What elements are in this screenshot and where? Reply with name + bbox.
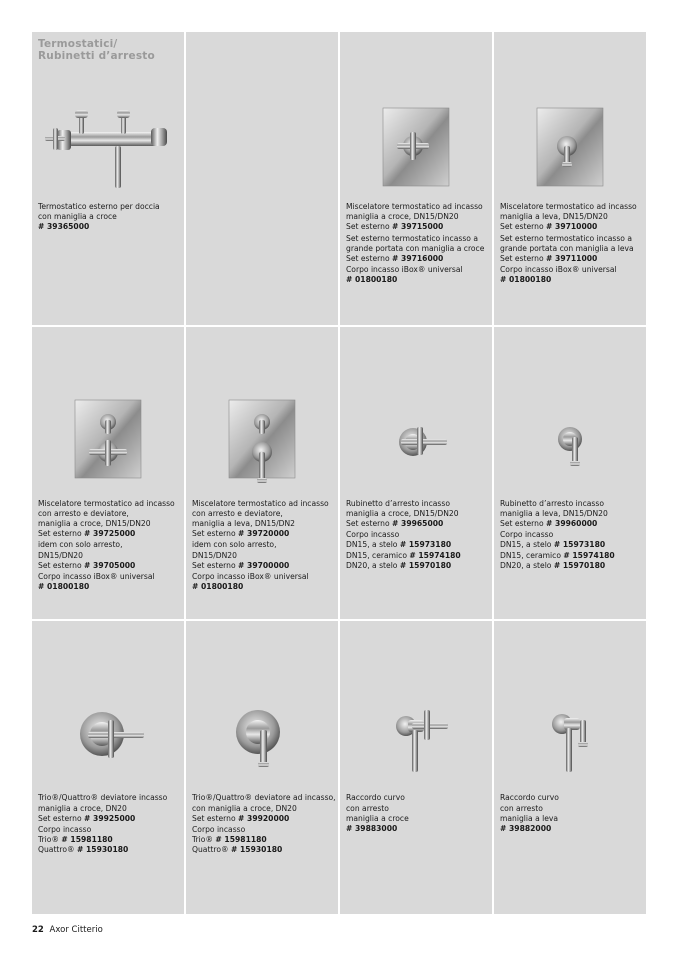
product-code-number: # 39725000 <box>84 529 136 539</box>
description-line: con maniglia a croce <box>38 212 117 222</box>
product-code: # 39882000 <box>500 823 552 833</box>
thermostat-diverter-cross-image <box>32 367 184 517</box>
description-line: Rubinetto d’arresto incasso <box>346 498 450 508</box>
description-line: Raccordo curvo <box>346 793 405 803</box>
product-cell-trio-quattro-cross <box>32 621 184 914</box>
product-code-number: # 15981180 <box>61 835 113 845</box>
description-line: con arresto e deviatore, <box>38 508 129 518</box>
description-line: Corpo incasso <box>500 530 554 540</box>
product-code-number: # 15970180 <box>553 560 606 570</box>
product-code: Set esterno # 39715000 <box>346 222 444 232</box>
description-block <box>500 202 642 233</box>
stop-valve-lever-image <box>494 367 646 517</box>
description-line: Corpo incasso <box>346 530 400 540</box>
description-line: maniglia a leva, DN15/DN20 <box>500 212 608 222</box>
description-line: Termostatico esterno per doccia <box>38 202 160 211</box>
description-line: idem con solo arresto, <box>38 540 123 550</box>
section-title <box>38 38 155 62</box>
product-cell-stop-valve-lever <box>494 327 646 620</box>
product-code: Trio® # 15981180 <box>192 835 267 845</box>
description-block <box>500 793 642 834</box>
product-cell-elbow-lever <box>494 621 646 914</box>
description-block <box>346 530 488 571</box>
product-code-number: # 15970180 <box>399 560 452 570</box>
description-block <box>192 499 334 540</box>
description-line: con arresto <box>346 803 389 813</box>
description-block <box>38 540 180 571</box>
description-line: Set esterno termostatico incasso a <box>346 233 478 243</box>
section-title-line-2: Rubinetti d’arresto <box>38 50 155 62</box>
description-line: Rubinetto d’arresto incasso <box>500 498 604 508</box>
product-code-number: # 39925000 <box>84 813 136 823</box>
product-code: Set esterno # 39716000 <box>346 254 444 264</box>
product-description <box>500 202 642 287</box>
description-line: Corpo incasso <box>38 824 92 834</box>
description-line: Corpo incasso iBox® universal <box>500 265 617 275</box>
product-cell-elbow-cross <box>340 621 492 914</box>
product-code: DN15, ceramico # 15974180 <box>346 550 461 560</box>
product-code: DN15, a stelo # 15973180 <box>500 540 606 550</box>
product-description <box>346 499 488 572</box>
description-block <box>500 499 642 530</box>
product-description <box>38 202 180 234</box>
description-line: Miscelatore termostatico ad incasso <box>500 202 637 211</box>
product-code-number: # 39960000 <box>546 519 598 529</box>
description-block <box>38 572 180 592</box>
description-line: grande portata con maniglia a leva <box>500 243 634 253</box>
description-block <box>192 572 334 592</box>
description-line: Miscelatore termostatico ad incasso <box>192 498 329 508</box>
description-block <box>346 793 488 834</box>
product-code: Quattro® # 15930180 <box>38 845 129 855</box>
product-code-number: # 15930180 <box>231 845 283 855</box>
description-line: Trio®/Quattro® deviatore ad incasso, <box>192 793 336 803</box>
description-block <box>346 265 488 285</box>
product-code: Set esterno # 39700000 <box>192 560 290 570</box>
product-code: # 39365000 <box>38 222 90 232</box>
product-code: # 01800180 <box>346 275 398 285</box>
product-cell-thermostat-diverter-cross <box>32 327 184 620</box>
product-description <box>500 793 642 835</box>
description-line: Trio®/Quattro® deviatore incasso <box>38 793 168 803</box>
product-cell-thermostat-exposed <box>32 32 184 325</box>
product-description <box>346 793 488 835</box>
description-line: con arresto e deviatore, <box>192 508 283 518</box>
product-code-number: # 39965000 <box>392 519 444 529</box>
product-code: Set esterno # 39720000 <box>192 529 290 539</box>
description-line: Corpo incasso iBox® universal <box>346 265 463 275</box>
product-code: Quattro® # 15930180 <box>192 845 283 855</box>
description-block <box>192 825 334 856</box>
description-block <box>346 234 488 265</box>
product-code: Set esterno # 39725000 <box>38 529 136 539</box>
product-code: Set esterno # 39705000 <box>38 560 136 570</box>
description-line: DN15/DN20 <box>38 550 83 560</box>
product-code: DN20, a stelo # 15970180 <box>346 560 452 570</box>
product-cell-trio-quattro-lever <box>186 621 338 914</box>
product-code-number: # 39920000 <box>238 813 290 823</box>
description-line: maniglia a croce <box>346 813 409 823</box>
product-description <box>38 793 180 856</box>
description-block <box>38 825 180 856</box>
thermostat-lever-plate-image <box>494 72 646 222</box>
description-line: maniglia a leva, DN15/DN20 <box>500 508 608 518</box>
product-description <box>38 499 180 594</box>
description-line: Raccordo curvo <box>500 793 559 803</box>
product-code: Set esterno # 39920000 <box>192 813 290 823</box>
description-line: con arresto <box>500 803 543 813</box>
product-code: Set esterno # 39925000 <box>38 813 136 823</box>
description-line: Corpo incasso <box>192 824 246 834</box>
description-line: idem con solo arresto, <box>192 540 277 550</box>
product-code: # 01800180 <box>500 275 552 285</box>
page-footer <box>32 925 103 935</box>
description-line: Corpo incasso iBox® universal <box>192 572 309 582</box>
product-code: # 01800180 <box>38 582 90 592</box>
product-cell-thermostat-lever <box>494 32 646 325</box>
description-block <box>38 793 180 824</box>
description-line: Set esterno termostatico incasso a <box>500 233 632 243</box>
product-code-number: # 15973180 <box>399 540 452 550</box>
product-code-number: # 39705000 <box>84 560 136 570</box>
thermostat-diverter-lever-image <box>186 367 338 517</box>
product-description <box>346 202 488 287</box>
thermostat-exposed-image <box>32 72 184 222</box>
product-cell-thermostat-diverter-lever <box>186 327 338 620</box>
thermostat-cross-plate-image <box>340 72 492 222</box>
product-description <box>192 499 334 594</box>
trio-quattro-cross-image <box>32 661 184 811</box>
description-line: maniglia a leva, DN15/DN2 <box>192 519 296 529</box>
product-grid <box>32 32 646 914</box>
description-line: Corpo incasso iBox® universal <box>38 572 155 582</box>
product-code-number: # 15973180 <box>553 540 606 550</box>
elbow-cross-image <box>340 661 492 811</box>
product-description <box>500 499 642 572</box>
description-block <box>38 202 180 233</box>
description-line: Miscelatore termostatico ad incasso <box>346 202 483 211</box>
product-cell-stop-valve-cross <box>340 327 492 620</box>
description-line: maniglia a croce, DN15/DN20 <box>38 519 151 529</box>
product-description <box>192 793 334 856</box>
description-line: maniglia a croce, DN20 <box>38 803 127 813</box>
description-line: grande portata con maniglia a croce <box>346 243 485 253</box>
product-code: # 01800180 <box>192 582 244 592</box>
description-line: Miscelatore termostatico ad incasso <box>38 498 175 508</box>
product-code: DN15, a stelo # 15973180 <box>346 540 452 550</box>
elbow-lever-image <box>494 661 646 811</box>
stop-valve-cross-image <box>340 367 492 517</box>
product-code: Set esterno # 39710000 <box>500 222 598 232</box>
product-code: Set esterno # 39965000 <box>346 519 444 529</box>
product-code-number: # 15981180 <box>215 835 267 845</box>
description-line: DN15/DN20 <box>192 550 237 560</box>
product-code: Set esterno # 39960000 <box>500 519 598 529</box>
section-title-line-1: Termostatici/ <box>38 38 118 50</box>
product-code-number: # 15930180 <box>77 845 129 855</box>
description-line: con maniglia a croce, DN20 <box>192 803 297 813</box>
product-code-number: # 39711000 <box>546 254 598 264</box>
empty-cell <box>186 32 338 325</box>
description-block <box>500 265 642 285</box>
description-block <box>500 234 642 265</box>
product-code: Set esterno # 39711000 <box>500 254 598 264</box>
description-block <box>346 499 488 530</box>
product-code-number: # 15974180 <box>409 550 461 560</box>
product-code-number: # 39700000 <box>238 560 290 570</box>
description-block <box>346 202 488 233</box>
product-code-number: # 39716000 <box>392 254 444 264</box>
description-block <box>38 499 180 540</box>
product-code: # 39883000 <box>346 823 398 833</box>
description-line: maniglia a croce, DN15/DN20 <box>346 508 459 518</box>
page-number: 22 <box>32 925 44 935</box>
product-code: Trio® # 15981180 <box>38 835 113 845</box>
description-block <box>500 530 642 571</box>
product-code-number: # 39715000 <box>392 222 444 232</box>
trio-quattro-lever-image <box>186 661 338 811</box>
brand-name: Axor Citterio <box>49 925 103 935</box>
description-line: maniglia a croce, DN15/DN20 <box>346 212 459 222</box>
product-code-number: # 39710000 <box>546 222 598 232</box>
description-block <box>192 540 334 571</box>
product-code-number: # 39720000 <box>238 529 290 539</box>
product-code: DN20, a stelo # 15970180 <box>500 560 606 570</box>
product-cell-thermostat-cross <box>340 32 492 325</box>
description-line: maniglia a leva <box>500 813 559 823</box>
description-block <box>192 793 334 824</box>
product-code-number: # 15974180 <box>563 550 615 560</box>
product-code: DN15, ceramico # 15974180 <box>500 550 615 560</box>
